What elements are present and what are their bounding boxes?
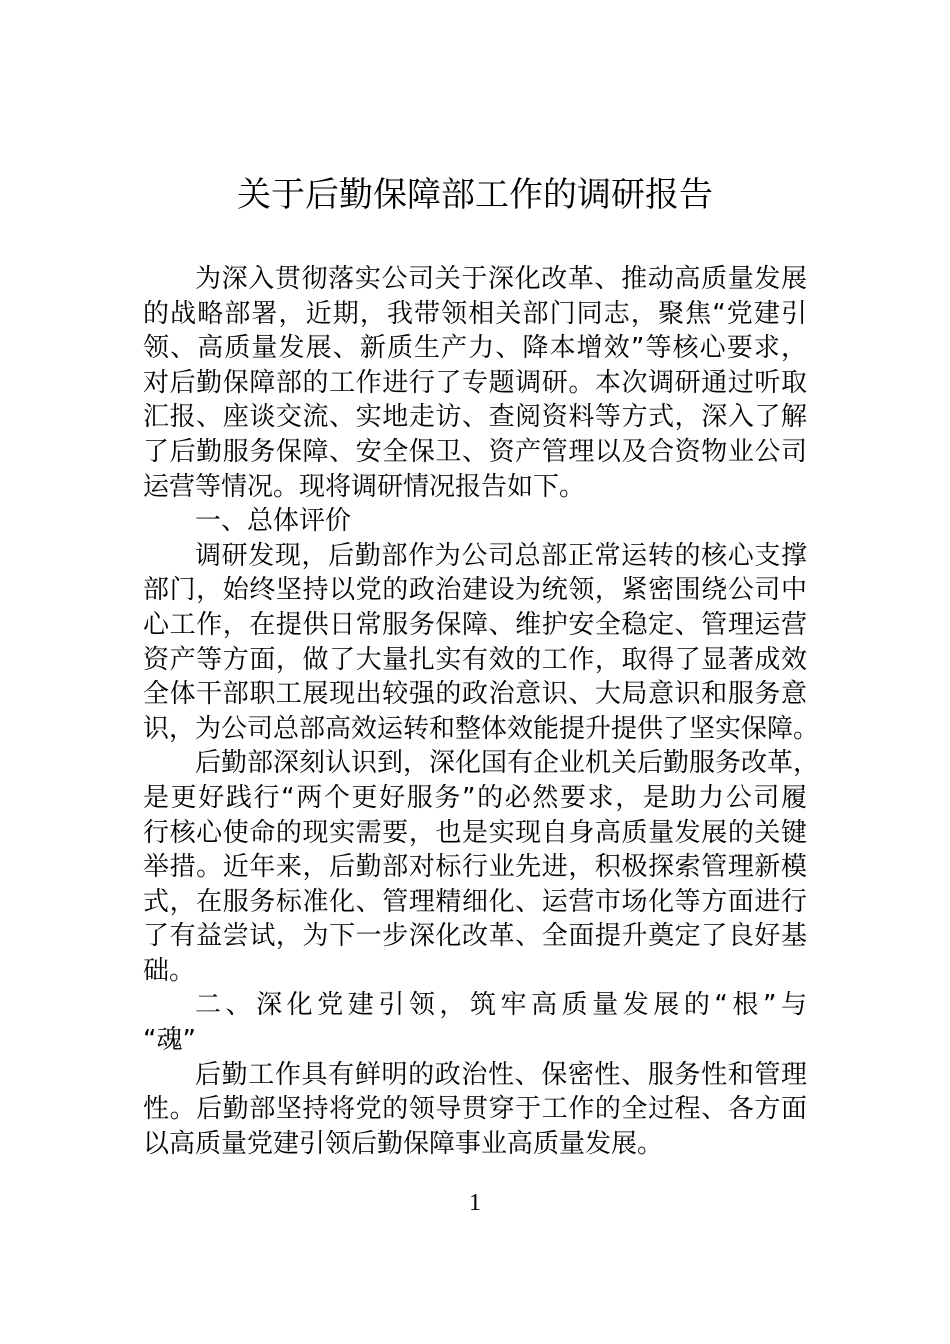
text-line: 后勤工作具有鲜明的政治性、保密性、服务性和管理 — [195, 1059, 807, 1090]
text-line: 运营等情况。现将调研情况报告如下。 — [143, 471, 586, 502]
text-line: 全体干部职工展现出较强的政治意识、大局意识和服务意 — [143, 679, 807, 710]
text-line: 识，为公司总部高效运转和整体效能提升提供了坚实保障。 — [143, 713, 820, 744]
text-line: 汇报、座谈交流、实地走访、查阅资料等方式，深入了解 — [143, 402, 807, 433]
text-line: 性。后勤部坚持将党的领导贯穿于工作的全过程、各方面 — [143, 1094, 807, 1125]
page-number: 1 — [469, 1190, 481, 1216]
text-line: 是更好践行“两个更好服务”的必然要求，是助力公司履 — [143, 782, 807, 813]
text-line: “魂” — [143, 1025, 196, 1056]
text-line: 为深入贯彻落实公司关于深化改革、推动高质量发展 — [195, 264, 807, 294]
text-line: 领、高质量发展、新质生产力、降本增效”等核心要求， — [143, 333, 807, 364]
text-line: 部门，始终坚持以党的政治建设为统领，紧密围绕公司中 — [143, 575, 807, 606]
text-line: 对后勤保障部的工作进行了专题调研。本次调研通过听取 — [143, 367, 807, 398]
text-line: 础。 — [143, 955, 196, 986]
text-line: 心工作，在提供日常服务保障、维护安全稳定、管理运营 — [143, 609, 807, 640]
text-line: 以高质量党建引领后勤保障事业高质量发展。 — [143, 1128, 664, 1159]
text-line: 资产等方面，做了大量扎实有效的工作，取得了显著成效 — [143, 644, 807, 675]
text-line: 的战略部署，近期，我带领相关部门同志，聚焦“党建引 — [143, 298, 807, 329]
text-line: 了有益尝试，为下一步深化改革、全面提升奠定了良好基 — [143, 921, 807, 952]
text-line: 了后勤服务保障、安全保卫、资产管理以及合资物业公司 — [143, 436, 807, 467]
text-line: 后勤部深刻认识到，深化国有企业机关后勤服务改革， — [195, 748, 820, 779]
text-line: 行核心使命的现实需要，也是实现自身高质量发展的关键 — [143, 817, 807, 848]
text-line: 一、总体评价 — [195, 506, 352, 537]
document-title: 关于后勤保障部工作的调研报告 — [237, 175, 713, 215]
document-body — [143, 262, 820, 1161]
text-line: 调研发现，后勤部作为公司总部正常运转的核心支撑 — [195, 540, 807, 571]
text-line: 举措。近年来，后勤部对标行业先进，积极探索管理新模 — [143, 852, 807, 883]
text-line: 式，在服务标准化、管理精细化、运营市场化等方面进行 — [143, 886, 807, 917]
text-line: 二、深化党建引领，筑牢高质量发展的“根”与 — [195, 990, 807, 1021]
